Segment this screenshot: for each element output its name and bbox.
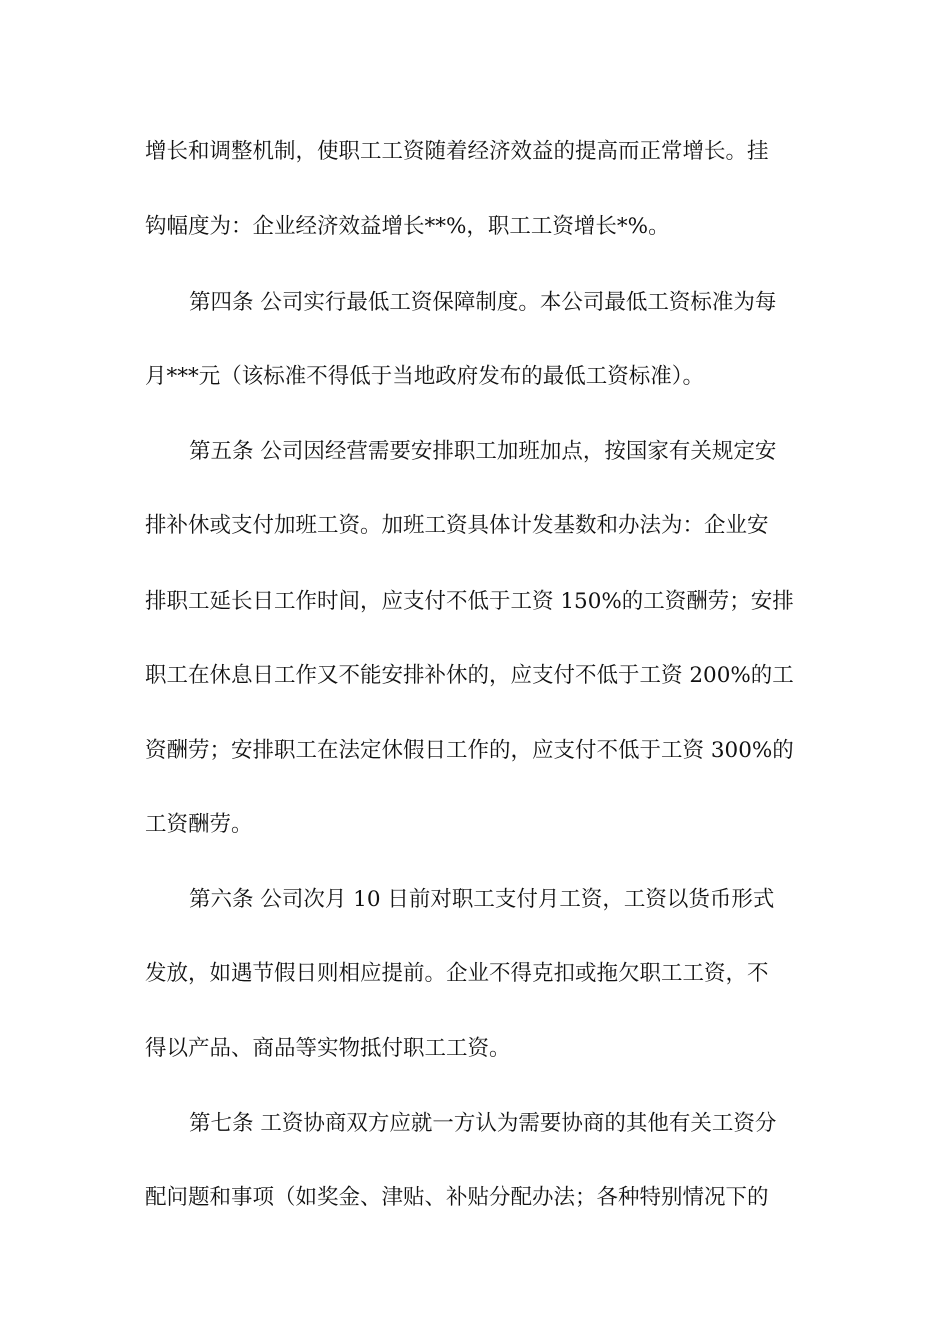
article-7-start: 第七条 工资协商双方应就一方认为需要协商的其他有关工资分 bbox=[189, 1111, 777, 1136]
text-line: 月***元（该标准不得低于当地政府发布的最低工资标准）。 bbox=[145, 364, 705, 389]
text-line: 职工在休息日工作又不能安排补休的，应支付不低于工资 200%的工 bbox=[145, 663, 794, 688]
text-line: 排职工延长日工作时间，应支付不低于工资 150%的工资酬劳；安排 bbox=[145, 589, 794, 614]
text-line: 得以产品、商品等实物抵付职工工资。 bbox=[145, 1036, 511, 1061]
text-line: 增长和调整机制，使职工工资随着经济效益的提高而正常增长。挂 bbox=[145, 139, 769, 164]
article-6-start: 第六条 公司次月 10 日前对职工支付月工资，工资以货币形式 bbox=[189, 887, 775, 912]
text-line: 资酬劳；安排职工在法定休假日工作的，应支付不低于工资 300%的 bbox=[145, 738, 794, 763]
text-line: 发放，如遇节假日则相应提前。企业不得克扣或拖欠职工工资，不 bbox=[145, 961, 769, 986]
text-line: 工资酬劳。 bbox=[145, 812, 253, 837]
article-4-start: 第四条 公司实行最低工资保障制度。本公司最低工资标准为每 bbox=[189, 290, 777, 315]
text-line: 钩幅度为：企业经济效益增长**%，职工工资增长*%。 bbox=[145, 214, 670, 239]
text-line: 排补休或支付加班工资。加班工资具体计发基数和办法为：企业安 bbox=[145, 513, 769, 538]
article-5-start: 第五条 公司因经营需要安排职工加班加点，按国家有关规定安 bbox=[189, 439, 777, 464]
text-line: 配问题和事项（如奖金、津贴、补贴分配办法；各种特别情况下的 bbox=[145, 1185, 769, 1210]
